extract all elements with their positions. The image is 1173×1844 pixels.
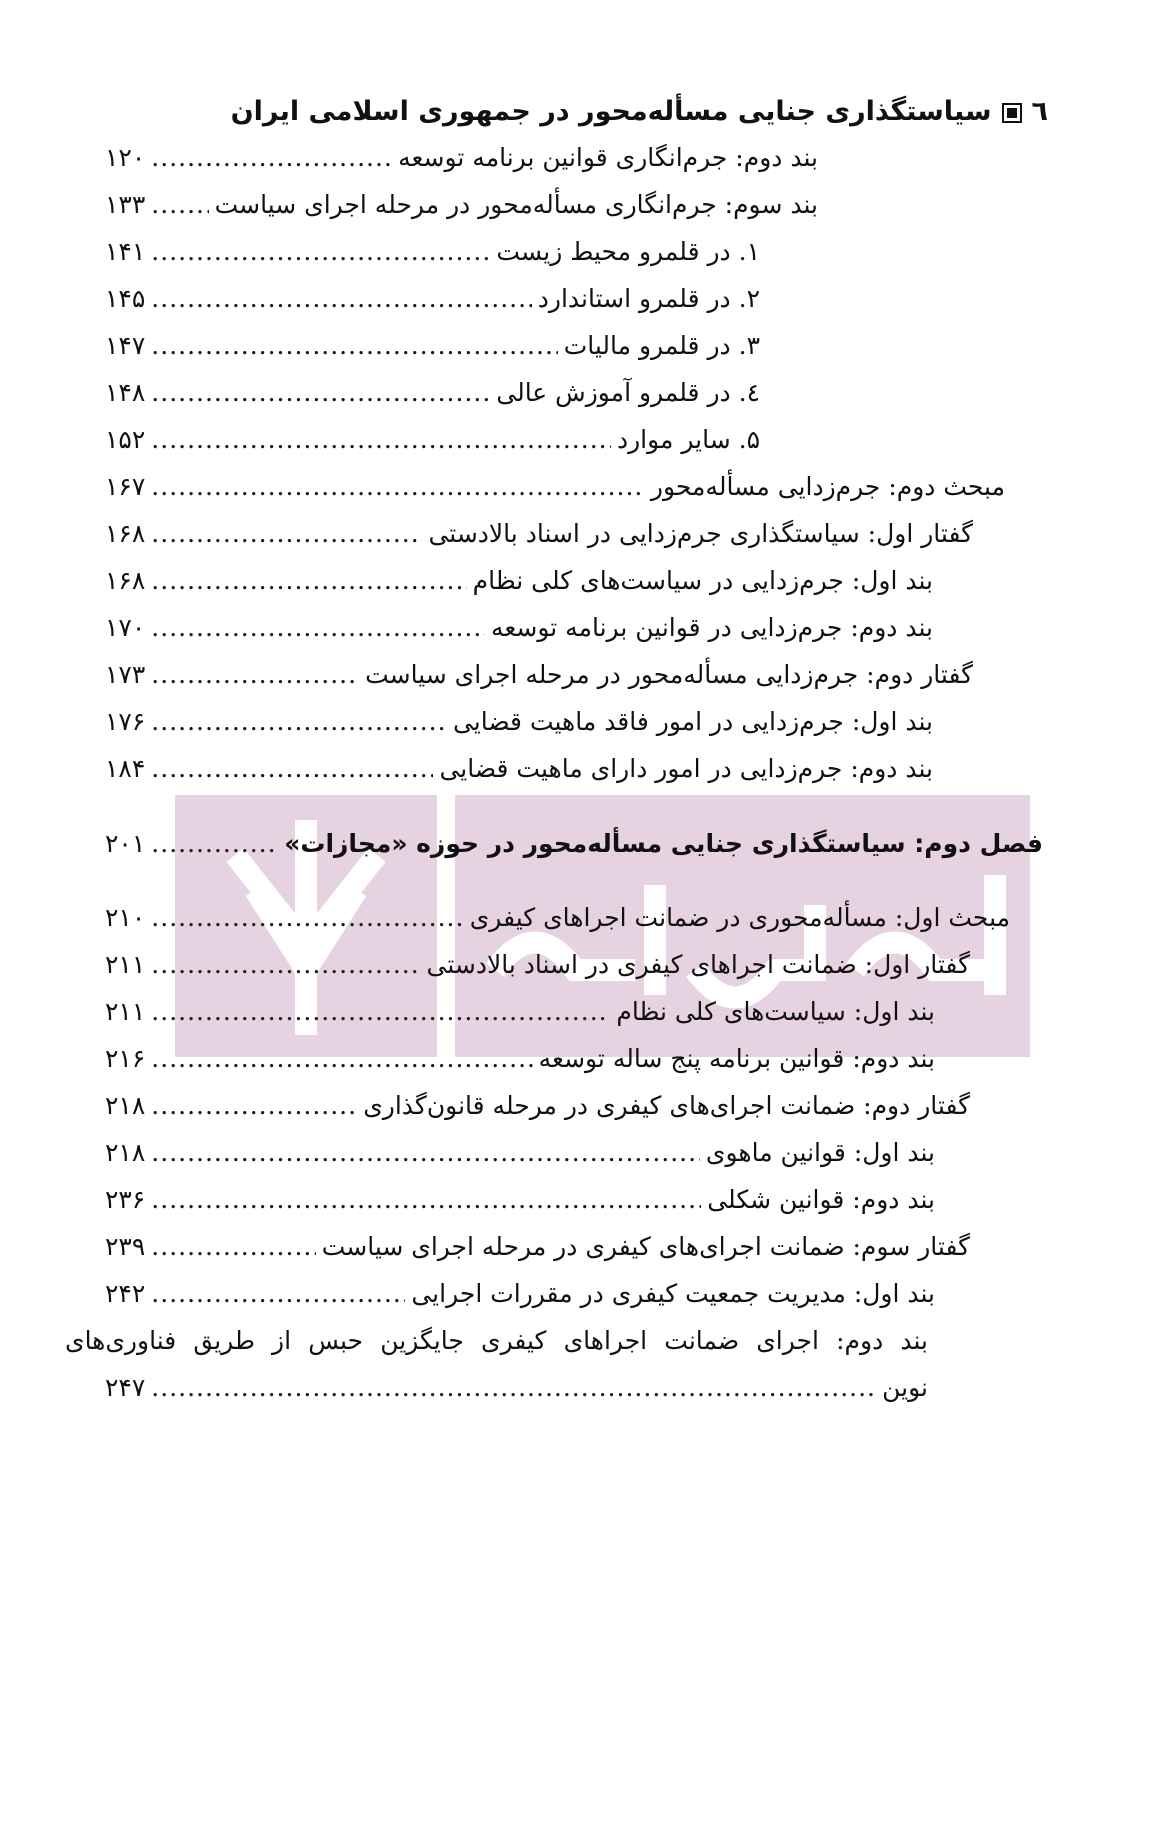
leader-dots <box>151 378 490 407</box>
leader-dots <box>151 566 466 595</box>
leader-dots <box>151 754 433 783</box>
toc-entry[interactable]: بند دوم: جرم‌زدایی در امور دارای ماهیت قضایی ..... ۱۸۴ <box>105 754 933 796</box>
toc-entry[interactable]: نوین ..... ۲۴۷ <box>105 1373 928 1415</box>
toc-entry[interactable]: بند اول: سیاست‌های کلی نظام ..... ۲۱۱ <box>105 997 935 1039</box>
leader-dots <box>151 1138 700 1167</box>
toc-entry[interactable]: بند دوم: جرم‌زدایی در قوانین برنامه توسعه ..... ۱۷۰ <box>105 613 933 655</box>
toc-entry[interactable]: بند اول: مدیریت جمعیت کیفری در مقررات اجرایی ..... ۲۴۲ <box>105 1279 935 1321</box>
leader-dots <box>151 1091 357 1120</box>
toc-chapter-entry[interactable]: فصل دوم: سیاستگذاری جنایی مسأله‌محور در حوزه «مجازات» ..... ۲۰۱ <box>105 829 1043 871</box>
leader-dots <box>151 950 420 979</box>
running-title: سیاستگذاری جنایی مسأله‌محور در جمهوری اسلامی ایران <box>230 96 992 127</box>
toc-entry[interactable]: بند دوم: قوانین شکلی ..... ۲۳۶ <box>105 1185 935 1227</box>
leader-dots <box>151 237 490 266</box>
leader-dots <box>151 1279 405 1308</box>
leader-dots <box>151 1044 532 1073</box>
toc-entry[interactable]: ۲. در قلمرو استاندارد ..... ۱۴۵ <box>105 284 760 326</box>
leader-dots <box>151 613 485 642</box>
toc-entry[interactable]: گفتار اول: ضمانت اجراهای کیفری در اسناد بالادستی ..... ۲۱۱ <box>105 950 970 992</box>
toc-entry[interactable]: گفتار اول: سیاستگذاری جرم‌زدایی در اسناد بالادستی ..... ۱۶۸ <box>105 519 973 561</box>
toc-entry[interactable]: بند دوم: قوانین برنامه پنج ساله توسعه ..... ۲۱۶ <box>105 1044 935 1086</box>
toc-entry[interactable]: ۱. در قلمرو محیط زیست ..... ۱۴۱ <box>105 237 760 279</box>
toc-entry[interactable]: ٤. در قلمرو آموزش عالی ..... ۱۴۸ <box>105 378 760 420</box>
page-number: ٦ <box>1031 96 1048 127</box>
leader-dots <box>151 284 531 313</box>
leader-dots <box>151 425 611 454</box>
leader-dots <box>151 143 392 172</box>
leader-dots <box>151 331 557 360</box>
toc-entry[interactable]: بند اول: جرم‌زدایی در امور فاقد ماهیت قضایی ..... ۱۷۶ <box>105 707 933 749</box>
toc-entry[interactable]: ۵. سایر موارد ..... ۱۵۲ <box>105 425 760 467</box>
leader-dots <box>151 519 422 548</box>
toc-entry-wrapped-line[interactable]: بند دوم: اجرای ضمانت اجراهای کیفری جایگزین حبس از طریق فناوری‌های <box>65 1326 928 1355</box>
toc-entry[interactable]: بند دوم: جرم‌انگاری قوانین برنامه توسعه ..... ۱۲۰ <box>105 143 818 185</box>
toc-entry[interactable]: مبحث دوم: جرم‌زدایی مسأله‌محور ..... ۱۶۷ <box>105 472 1005 514</box>
leader-dots <box>151 1232 315 1261</box>
leader-dots <box>151 190 208 219</box>
toc-entry[interactable]: گفتار سوم: ضمانت اجرای‌های کیفری در مرحله اجرای سیاست ..... ۲۳۹ <box>105 1232 970 1274</box>
toc-entry[interactable]: بند اول: جرم‌زدایی در سیاست‌های کلی نظام ..... ۱۶۸ <box>105 566 933 608</box>
toc-entry[interactable]: مبحث اول: مسأله‌محوری در ضمانت اجراهای کیفری ..... ۲۱۰ <box>105 903 1010 945</box>
leader-dots <box>151 707 447 736</box>
leader-dots <box>151 1185 701 1214</box>
leader-dots <box>151 829 278 858</box>
leader-dots <box>151 1373 876 1402</box>
toc-entry[interactable]: ۳. در قلمرو مالیات ..... ۱۴۷ <box>105 331 760 373</box>
toc-entry[interactable]: گفتار دوم: ضمانت اجرای‌های کیفری در مرحله قانون‌گذاری ..... ۲۱۸ <box>105 1091 970 1133</box>
toc-entry[interactable]: بند اول: قوانین ماهوی ..... ۲۱۸ <box>105 1138 935 1180</box>
leader-dots <box>151 903 463 932</box>
toc-entry[interactable]: گفتار دوم: جرم‌زدایی مسأله‌محور در مرحله اجرای سیاست ..... ۱۷۳ <box>105 660 973 702</box>
leader-dots <box>151 997 610 1026</box>
toc-entry[interactable]: بند سوم: جرم‌انگاری مسأله‌محور در مرحله اجرای سیاست ..... ۱۳۳ <box>105 190 818 232</box>
leader-dots <box>151 472 645 501</box>
leader-dots <box>151 660 359 689</box>
